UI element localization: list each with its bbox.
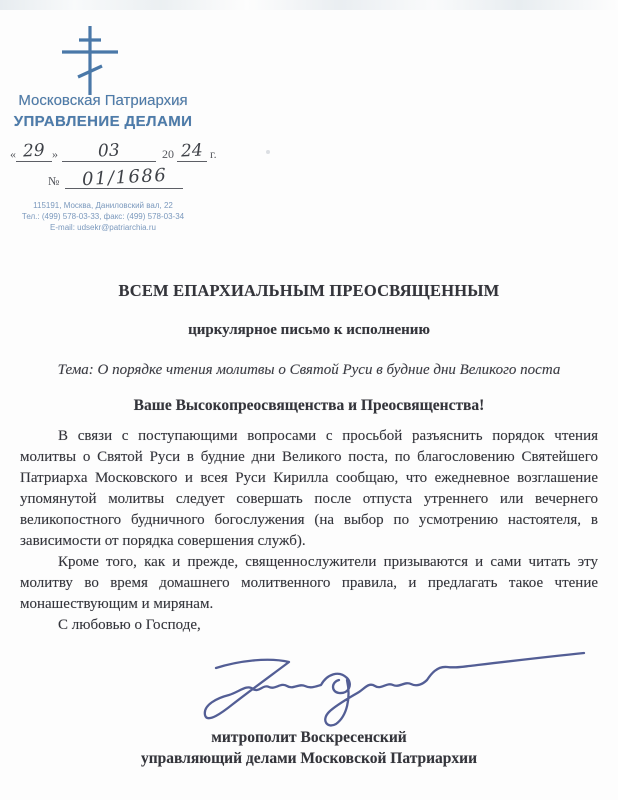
address-line: 115191, Москва, Даниловский вал, 22 [33,201,173,210]
handwritten-day: 29 [22,140,46,162]
subject-line: Тема: О порядке чтения молитвы о Святой Руси в будние дни Великого поста [57,362,561,378]
closing-phrase: С любовью о Господе, [58,617,201,633]
date-century: 20 [162,147,174,161]
date-line [10,141,217,162]
date-year-field [177,141,207,162]
number-field [65,164,183,191]
date-year-suffix: г. [210,147,217,161]
handwritten-number: 01/1686 [81,164,168,191]
document-number-line [48,164,183,191]
email-line: E-mail: udsekr@patriarchia.ru [50,223,156,232]
org-department: УПРАВЛЕНИЕ ДЕЛАМИ [13,113,193,130]
date-open-quote: « [10,147,16,161]
salutation: Ваше Высокопреосвященства и Преосвященства! [133,397,485,414]
body-paragraph-1: В связи с поступающими вопросами с просьбой разъяснить порядок чтения молитвы о Святой Руси в будние дни Великого поста, по благословению Святейшего Патриарха Московского и всея Руси Кирилла сообщаю, что ежедневное возглашение упомянутой молитвы следует совершать после отпуста утреннего или вечернего великопостного будничного богослужения (на выбор по усмотрению настоятеля, в зависимости от порядка совершения служб). [20,428,598,549]
addressee-heading: ВСЕМ ЕПАРХИАЛЬНЫМ ПРЕОСВЯЩЕННЫМ [118,281,500,300]
number-label: № [48,174,60,188]
address-block [5,200,201,233]
signatory-role: управляющий делами Московской Патриархии [140,750,478,767]
letter-body [20,426,598,636]
handwritten-signature-icon [203,640,588,732]
signatory-title: митрополит Воскресенский [211,729,407,746]
signatory-block [20,727,598,769]
scan-edge-artifact [0,0,618,10]
date-close-quote: » [52,147,58,161]
body-paragraph-2: Кроме того, как и прежде, священнослужители призываются и сами читать эту молитву во время домашнего молитвенного правила, и предлагать такое чтение монашествующим и мирянам. [20,554,598,612]
letter-type-heading: циркулярное письмо к исполнению [188,322,430,338]
handwritten-month: 03 [97,140,121,162]
date-month-field [62,141,156,162]
org-name: Московская Патриархия [18,92,188,109]
scan-artifact [266,150,270,154]
orthodox-cross-icon [58,23,122,99]
handwritten-year: 24 [180,140,204,162]
phone-line: Тел.: (499) 578-03-33, факс: (499) 578-03-34 [21,212,185,221]
date-day-field [16,141,52,162]
